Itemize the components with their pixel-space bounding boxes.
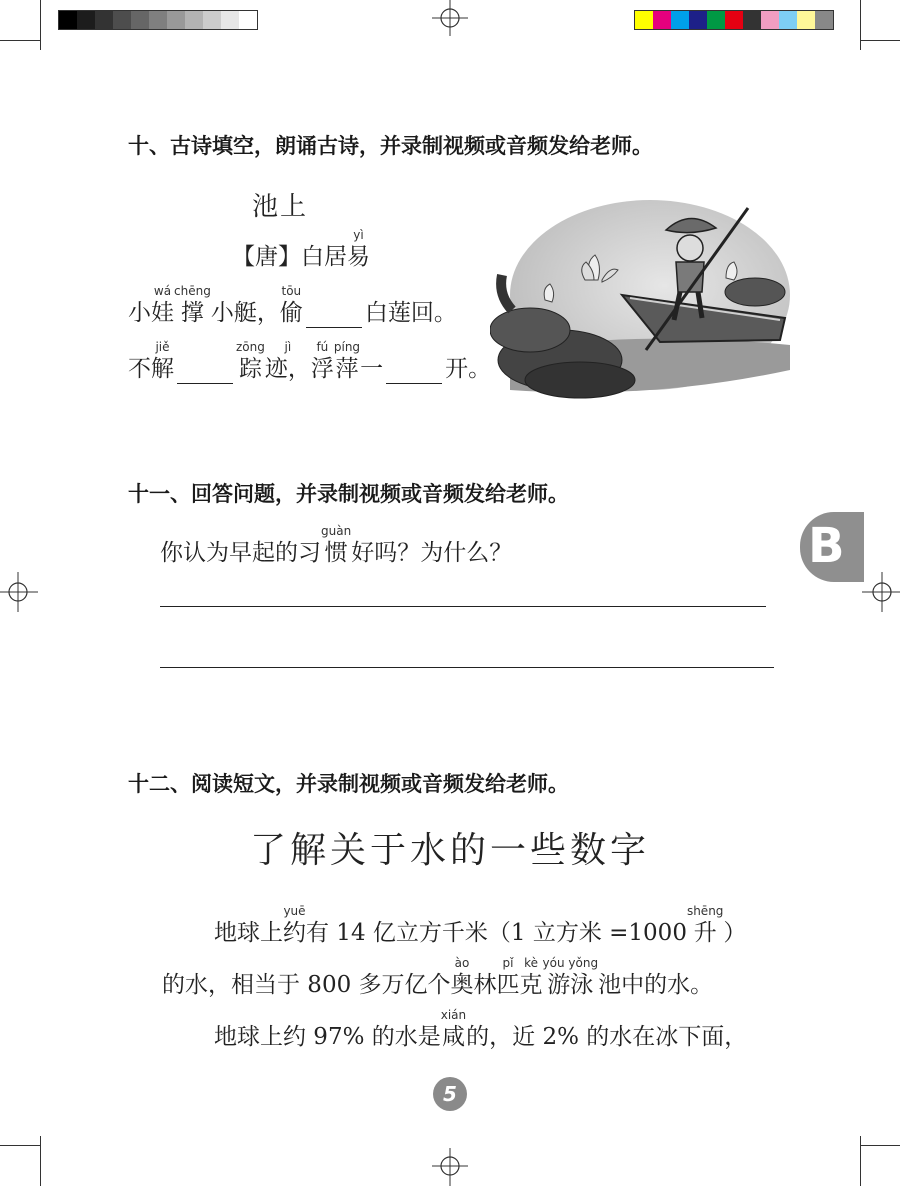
hanzi: 萍 (335, 356, 359, 382)
section-b-tab (800, 512, 864, 582)
ruby-word (474, 956, 497, 1000)
ruby-word (283, 904, 306, 948)
hanzi: 约 (283, 920, 306, 946)
ruby-word (214, 1008, 441, 1052)
hanzi: 奥 (450, 972, 474, 998)
ruby-word (520, 956, 543, 1000)
pinyin: tōu (281, 284, 302, 298)
answer-line-2[interactable] (160, 667, 774, 668)
crop-mark (0, 40, 40, 41)
hanzi: 一 (360, 356, 384, 382)
ruby-word (151, 340, 174, 384)
hanzi: 有 14 亿立方千米（1 立方米 =1000 (306, 920, 687, 946)
registration-mark-icon (0, 572, 40, 612)
article-title: 了解关于水的一些数字 (249, 830, 650, 871)
registration-mark-icon (430, 1146, 470, 1186)
pinyin: ào (454, 956, 470, 970)
hanzi: 踪 (238, 356, 262, 382)
color-swatch (815, 11, 833, 29)
ruby-word (451, 956, 474, 1000)
hanzi: 池中的水。 (598, 972, 714, 998)
color-swatch (59, 11, 77, 29)
hanzi: 小 (210, 300, 234, 326)
color-swatch (113, 11, 131, 29)
pinyin: yì (353, 228, 364, 242)
hanzi: 地球上 (214, 920, 283, 946)
hanzi: ） (723, 920, 747, 946)
ruby-word (723, 904, 746, 948)
hanzi: 你认为早起的习 (160, 540, 321, 566)
section-b-label: B (808, 518, 845, 574)
pinyin: kè (524, 956, 538, 970)
ruby-word (301, 228, 324, 272)
crop-mark (860, 1145, 900, 1146)
hanzi: 艇， (233, 300, 280, 326)
hanzi: 克 (519, 972, 543, 998)
color-swatch (167, 11, 185, 29)
hanzi: 莲 (387, 300, 411, 326)
ruby-word (543, 956, 599, 1000)
pinyin: wá (153, 284, 172, 298)
color-swatch (797, 11, 815, 29)
poem-line-2 (128, 340, 491, 384)
lotus-boat-illustration (490, 200, 790, 405)
pinyin: zōng (236, 340, 265, 354)
hanzi: 白 (364, 300, 388, 326)
hanzi: 惯 (324, 540, 348, 566)
pinyin: pǐ (502, 956, 514, 970)
question-text (160, 524, 512, 568)
ruby-word (160, 524, 321, 568)
pinyin: xián (440, 1008, 467, 1022)
gray-color-bar (58, 10, 258, 30)
pinyin: píng (333, 340, 361, 354)
hanzi: 地球上约 97% 的水是 (214, 1024, 441, 1050)
color-swatch (779, 11, 797, 29)
ruby-word (280, 284, 303, 328)
hanzi: 不 (128, 356, 151, 382)
ruby-word (497, 956, 520, 1000)
paragraph-1-line-2 (162, 956, 713, 1000)
ruby-word (466, 1008, 747, 1052)
hanzi: 解 (151, 356, 174, 382)
hanzi: 好吗？为什么？ (351, 540, 513, 566)
color-swatch (725, 11, 743, 29)
poem-line-1 (128, 284, 457, 328)
pinyin: yóu yǒng (542, 956, 599, 970)
hanzi: 回。 (410, 300, 457, 326)
ruby-word (687, 904, 723, 948)
ruby-word (311, 340, 334, 384)
section-10-heading: 十、古诗填空，朗诵古诗，并录制视频或音频发给老师。 (128, 134, 653, 158)
color-swatch (635, 11, 653, 29)
hanzi: 居 (324, 244, 347, 270)
ruby-word (365, 284, 388, 328)
pinyin: shēng (686, 904, 724, 918)
pinyin: jì (284, 340, 292, 354)
crop-mark (40, 1136, 41, 1186)
pinyin: yuē (283, 904, 306, 918)
paragraph-2-line-1 (214, 1008, 747, 1052)
hanzi: 娃 (151, 300, 174, 326)
section-11-heading: 十一、回答问题，并录制视频或音频发给老师。 (128, 482, 569, 506)
page-number: 5 (433, 1077, 467, 1111)
ruby-word (351, 524, 512, 568)
ruby-word (306, 904, 687, 948)
pinyin: jiě (155, 340, 170, 354)
poem-author-line (232, 228, 370, 272)
section-12-heading: 十二、阅读短文，并录制视频或音频发给老师。 (128, 772, 569, 796)
hanzi: 白 (301, 244, 324, 270)
hanzi: 咸 (441, 1024, 465, 1050)
ruby-word (265, 340, 311, 384)
ruby-word (334, 340, 360, 384)
color-swatch (743, 11, 761, 29)
ruby-word (214, 904, 283, 948)
crop-mark (860, 40, 900, 41)
crop-mark (40, 0, 41, 50)
crop-mark (0, 1145, 40, 1146)
ruby-word (151, 284, 174, 328)
registration-mark-icon (860, 572, 900, 612)
ruby-word (388, 284, 411, 328)
hanzi: 匹 (496, 972, 520, 998)
hanzi: 林 (473, 972, 497, 998)
ruby-word (347, 228, 370, 272)
hanzi: 易 (347, 244, 370, 270)
color-swatch (149, 11, 167, 29)
hanzi: 【唐】 (232, 244, 301, 270)
ruby-word (598, 956, 713, 1000)
registration-mark-icon (430, 0, 470, 40)
fill-in-blank[interactable] (386, 361, 442, 384)
process-color-bar (634, 10, 834, 30)
color-swatch (221, 11, 239, 29)
ruby-word (360, 340, 383, 384)
color-swatch (95, 11, 113, 29)
ruby-word (411, 284, 457, 328)
ruby-word (234, 284, 280, 328)
hanzi: 偷 (279, 300, 303, 326)
color-swatch (131, 11, 149, 29)
color-swatch (239, 11, 257, 29)
poem-title: 池上 (252, 192, 309, 222)
ruby-word (236, 340, 265, 384)
color-swatch (689, 11, 707, 29)
fill-in-blank[interactable] (306, 305, 362, 328)
hanzi: 游泳 (547, 972, 594, 998)
pinyin: guàn (321, 524, 352, 538)
ruby-word (441, 1008, 466, 1052)
pinyin: chēng (174, 284, 211, 298)
color-swatch (653, 11, 671, 29)
paragraph-1-line-1 (214, 904, 746, 948)
color-swatch (203, 11, 221, 29)
ruby-word (162, 956, 451, 1000)
ruby-word (321, 524, 351, 568)
hanzi: 迹， (264, 356, 311, 382)
color-swatch (761, 11, 779, 29)
answer-line-1[interactable] (160, 606, 766, 607)
ruby-word (232, 228, 301, 272)
color-swatch (671, 11, 689, 29)
color-swatch (77, 11, 95, 29)
hanzi: 升 (693, 920, 717, 946)
color-swatch (185, 11, 203, 29)
ruby-word (128, 340, 151, 384)
crop-mark (860, 0, 861, 50)
hanzi: 小 (128, 300, 151, 326)
hanzi: 浮 (310, 356, 334, 382)
crop-mark (860, 1136, 861, 1186)
ruby-word (324, 228, 347, 272)
ruby-word (174, 284, 211, 328)
hanzi: 撑 (180, 300, 204, 326)
hanzi: 的水，相当于 800 多万亿个 (162, 972, 451, 998)
pinyin: fú (316, 340, 329, 354)
hanzi: 的，近 2% 的水在冰下面， (466, 1024, 748, 1050)
ruby-word (211, 284, 234, 328)
color-swatch (707, 11, 725, 29)
ruby-word (445, 340, 491, 384)
ruby-word (128, 284, 151, 328)
fill-in-blank[interactable] (177, 361, 233, 384)
hanzi: 开。 (445, 356, 492, 382)
